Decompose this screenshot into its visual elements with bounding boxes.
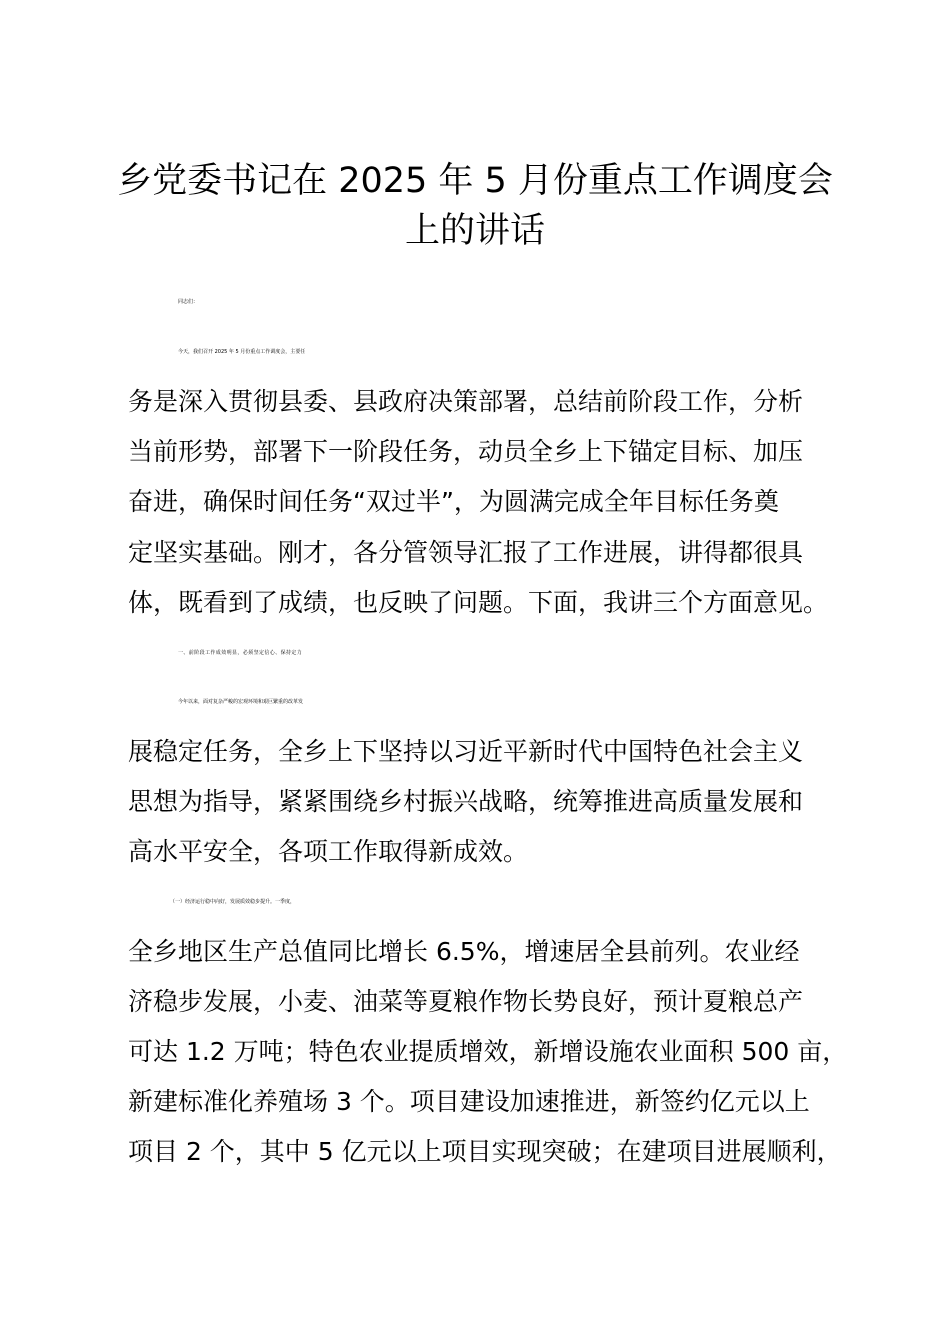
paragraph-line: 新建标准化养殖场 3 个。项目建设加速推进，新签约亿元以上: [128, 1087, 810, 1116]
paragraph-line: 项目 2 个，其中 5 亿元以上项目实现突破；在建项目进展顺利，: [128, 1137, 842, 1166]
paragraph-line: 体，既看到了成绩，也反映了问题。下面，我讲三个方面意见。: [128, 588, 829, 617]
paragraph-line: 今年以来，面对复杂严峻的宏观环境和艰巨繁重的改革发: [178, 699, 304, 705]
paragraph-line: 定坚实基础。刚才，各分管领导汇报了工作进展，讲得都很具: [128, 538, 804, 567]
paragraph-line: 当前形势，部署下一阶段任务，动员全乡上下锚定目标、加压: [128, 437, 804, 466]
paragraph-line: 务是深入贯彻县委、县政府决策部署，总结前阶段工作，分析: [128, 387, 804, 416]
document-title-line-2: 上的讲话: [404, 211, 545, 251]
document-title-line-1: 乡党委书记在 2025 年 5 月份重点工作调度会: [117, 161, 833, 201]
paragraph-line: 展稳定任务，全乡上下坚持以习近平新时代中国特色社会主义: [128, 737, 804, 766]
paragraph-line: （一）经济运行稳中向好，发展质效稳步提升。一季度，: [170, 899, 296, 905]
salutation: 同志们：: [178, 299, 199, 305]
paragraph-line: 高水平安全，各项工作取得新成效。: [128, 837, 529, 866]
paragraph-line: 思想为指导，紧紧围绕乡村振兴战略，统筹推进高质量发展和: [128, 787, 804, 816]
paragraph-line: 奋进，确保时间任务“双过半”，为圆满完成全年目标任务奠: [128, 487, 779, 516]
paragraph-line: 可达 1.2 万吨；特色农业提质增效，新增设施农业面积 500 亩，: [128, 1037, 848, 1066]
paragraph-line: 全乡地区生产总值同比增长 6.5%，增速居全县前列。农业经: [128, 937, 800, 966]
paragraph-line: 济稳步发展，小麦、油菜等夏粮作物长势良好，预计夏粮总产: [128, 987, 804, 1016]
paragraph-line: 今天，我们召开 2025 年 5 月份重点工作调度会，主要任: [178, 349, 306, 355]
section-heading: 一、前阶段工作成效明显，必须坚定信心、保持定力: [178, 650, 303, 656]
